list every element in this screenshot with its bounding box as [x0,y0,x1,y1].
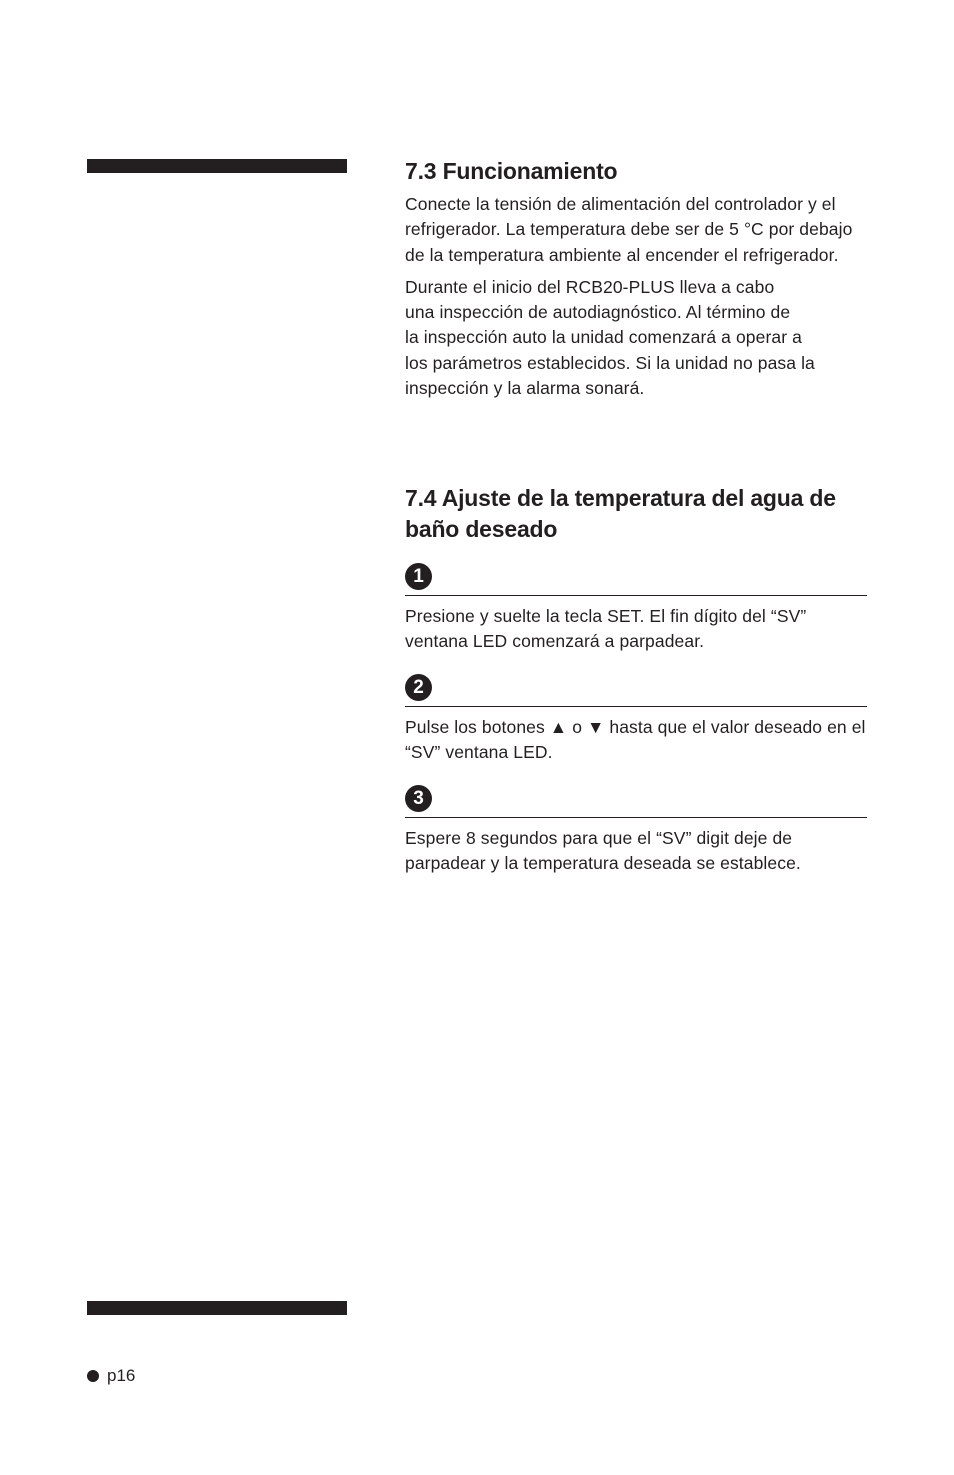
paragraph-2-line: los parámetros establecidos. Si la unidad no pasa la [405,352,815,373]
section-7-3-paragraph-2 [405,275,867,401]
step-3 [405,785,867,877]
page-number: p16 [107,1366,136,1385]
step-text: Presione y suelte la tecla SET. El fin dígito del “SV” ventana LED comenzará a parpadear. [405,606,807,652]
paragraph-2-line: inspección y la alarma sonará. [405,378,645,399]
paragraph-2-line: una inspección de autodiagnóstico. Al término de [405,302,791,323]
step-1 [405,563,867,655]
section-7-4-heading-line: baño deseado [405,516,558,542]
step-number-badge: 1 [405,563,432,590]
step-2 [405,674,867,766]
section-7-4-heading [405,483,867,545]
step-text: Pulse los botones ▲ o ▼ hasta que el valor deseado en el “SV” ventana LED. [405,717,866,763]
paragraph-2-line: Durante el inicio del RCB20-PLUS lleva a cabo [405,276,775,297]
step-number-badge: 2 [405,674,432,701]
step-divider [405,817,867,818]
section-7-4-heading-line: 7.4 Ajuste de la temperatura del agua de [405,485,836,511]
bullet-icon [87,1370,99,1382]
top-decorative-bar [87,159,347,173]
step-text: Espere 8 segundos para que el “SV” digit deje de parpadear y la temperatura deseada se establece. [405,828,801,874]
section-7-3 [405,156,867,401]
bottom-decorative-bar [87,1301,347,1315]
section-7-3-heading: 7.3 Funcionamiento [405,158,618,184]
page-footer [87,1366,135,1386]
step-divider [405,706,867,707]
paragraph-2-line: la inspección auto la unidad comenzará a operar a [405,327,802,348]
step-number-badge: 3 [405,785,432,812]
section-7-4 [405,483,867,545]
step-divider [405,595,867,596]
section-7-3-paragraph-1: Conecte la tensión de alimentación del controlador y el refrigerador. La temperatura debe ser de 5 °C por debajo de la temperatura ambiente al encender el refrigerador. [405,194,853,265]
